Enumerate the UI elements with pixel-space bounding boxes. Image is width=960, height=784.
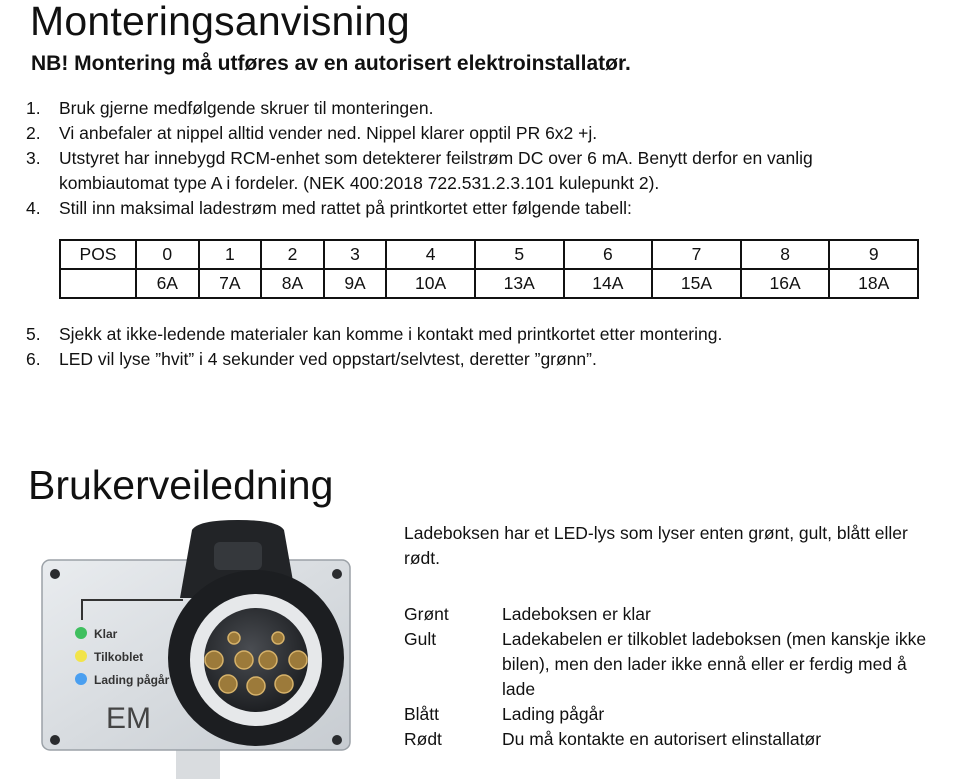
step-number: 6. — [26, 349, 41, 369]
table-cell: 6 — [564, 240, 653, 269]
led-green-icon — [75, 627, 87, 639]
current-setting-table — [59, 239, 919, 299]
mounting-pole — [176, 746, 220, 779]
screw-icon — [332, 735, 342, 745]
step-text: Still inn maksimal ladestrøm med rattet på printkortet etter følgende tabell: — [59, 198, 632, 218]
guide-title: Brukerveiledning — [28, 462, 334, 508]
table-cell: 0 — [136, 240, 199, 269]
device-label-connected: Tilkoblet — [94, 650, 144, 664]
legend-row — [404, 602, 944, 627]
table-row-currents — [60, 269, 918, 298]
step-number: 5. — [26, 324, 41, 344]
table-cell: 9 — [829, 240, 918, 269]
table-cell: 4 — [386, 240, 475, 269]
screw-icon — [332, 569, 342, 579]
legend-description: Ladeboksen er klar — [502, 604, 651, 624]
table-cell: 16A — [741, 269, 830, 298]
legend-description: Lading pågår — [502, 704, 605, 724]
install-step — [26, 196, 926, 221]
table-cell: 14A — [564, 269, 653, 298]
install-steps-list — [26, 96, 926, 221]
led-yellow-icon — [75, 650, 87, 662]
install-step — [26, 96, 926, 121]
guide-intro: Ladeboksen har et LED-lys som lyser enten grønt, gult, blått eller rødt. — [404, 523, 908, 568]
table-cell: 7A — [199, 269, 262, 298]
table-cell: 5 — [475, 240, 564, 269]
screw-icon — [50, 735, 60, 745]
table-cell: 10A — [386, 269, 475, 298]
install-steps-list-2 — [26, 322, 926, 372]
table-cell: 15A — [652, 269, 741, 298]
install-step — [26, 322, 926, 347]
table-cell: 8 — [741, 240, 830, 269]
step-text: Sjekk at ikke-ledende materialer kan komme i kontakt med printkortet etter montering. — [59, 324, 723, 344]
table-cell: 6A — [136, 269, 199, 298]
table-cell: 18A — [829, 269, 918, 298]
legend-row — [404, 627, 944, 702]
legend-description: Du må kontakte en autorisert elinstallatør — [502, 729, 822, 749]
step-text: LED vil lyse ”hvit” i 4 sekunder ved oppstart/selvtest, deretter ”grønn”. — [59, 349, 597, 369]
legend-color: Grønt — [404, 604, 449, 624]
install-step — [26, 146, 926, 196]
table-cell: 13A — [475, 269, 564, 298]
device-label-ready: Klar — [94, 627, 118, 641]
screw-icon — [50, 569, 60, 579]
charger-device-illustration — [38, 520, 358, 779]
table-cell: 3 — [324, 240, 387, 269]
step-text: Utstyret har innebygd RCM-enhet som detekterer feilstrøm DC over 6 mA. Benytt derfor en vanlig kombiautomat type A i fordeler. (NEK 400:2018 722.531.2.3.101 kulepunkt 2). — [59, 148, 813, 193]
step-text: Vi anbefaler at nippel alltid vender ned. Nippel klarer opptil PR 6x2 +j. — [59, 123, 598, 143]
install-warning: NB! Montering må utføres av en autorisert elektroinstallatør. — [31, 52, 631, 75]
legend-color: Gult — [404, 629, 437, 649]
step-number: 1. — [26, 98, 41, 118]
step-text: Bruk gjerne medfølgende skruer til monteringen. — [59, 98, 434, 118]
install-step — [26, 347, 926, 372]
table-cell: 8A — [261, 269, 324, 298]
step-number: 3. — [26, 148, 41, 168]
led-color-legend — [404, 602, 944, 752]
table-cell: 7 — [652, 240, 741, 269]
legend-row — [404, 702, 944, 727]
table-header-cell: POS — [60, 240, 136, 269]
device-label-charging: Lading pågår — [94, 673, 170, 687]
legend-color: Blått — [404, 704, 440, 724]
install-title: Monteringsanvisning — [30, 0, 410, 44]
socket-lid-tab — [214, 542, 262, 570]
em-logo: EM — [106, 702, 151, 735]
table-row-positions — [60, 240, 918, 269]
table-cell: 9A — [324, 269, 387, 298]
legend-description: Ladekabelen er tilkoblet ladeboksen (men kanskje ikke bilen), men den lader ikke ennå eller er ferdig med å lade — [502, 629, 927, 699]
install-step — [26, 121, 926, 146]
step-number: 4. — [26, 198, 41, 218]
table-cell: 1 — [199, 240, 262, 269]
legend-row — [404, 727, 944, 752]
led-blue-icon — [75, 673, 87, 685]
table-cell: 2 — [261, 240, 324, 269]
legend-color: Rødt — [404, 729, 442, 749]
charger-device-image — [38, 520, 358, 779]
table-empty-cell — [60, 269, 136, 298]
step-number: 2. — [26, 123, 41, 143]
